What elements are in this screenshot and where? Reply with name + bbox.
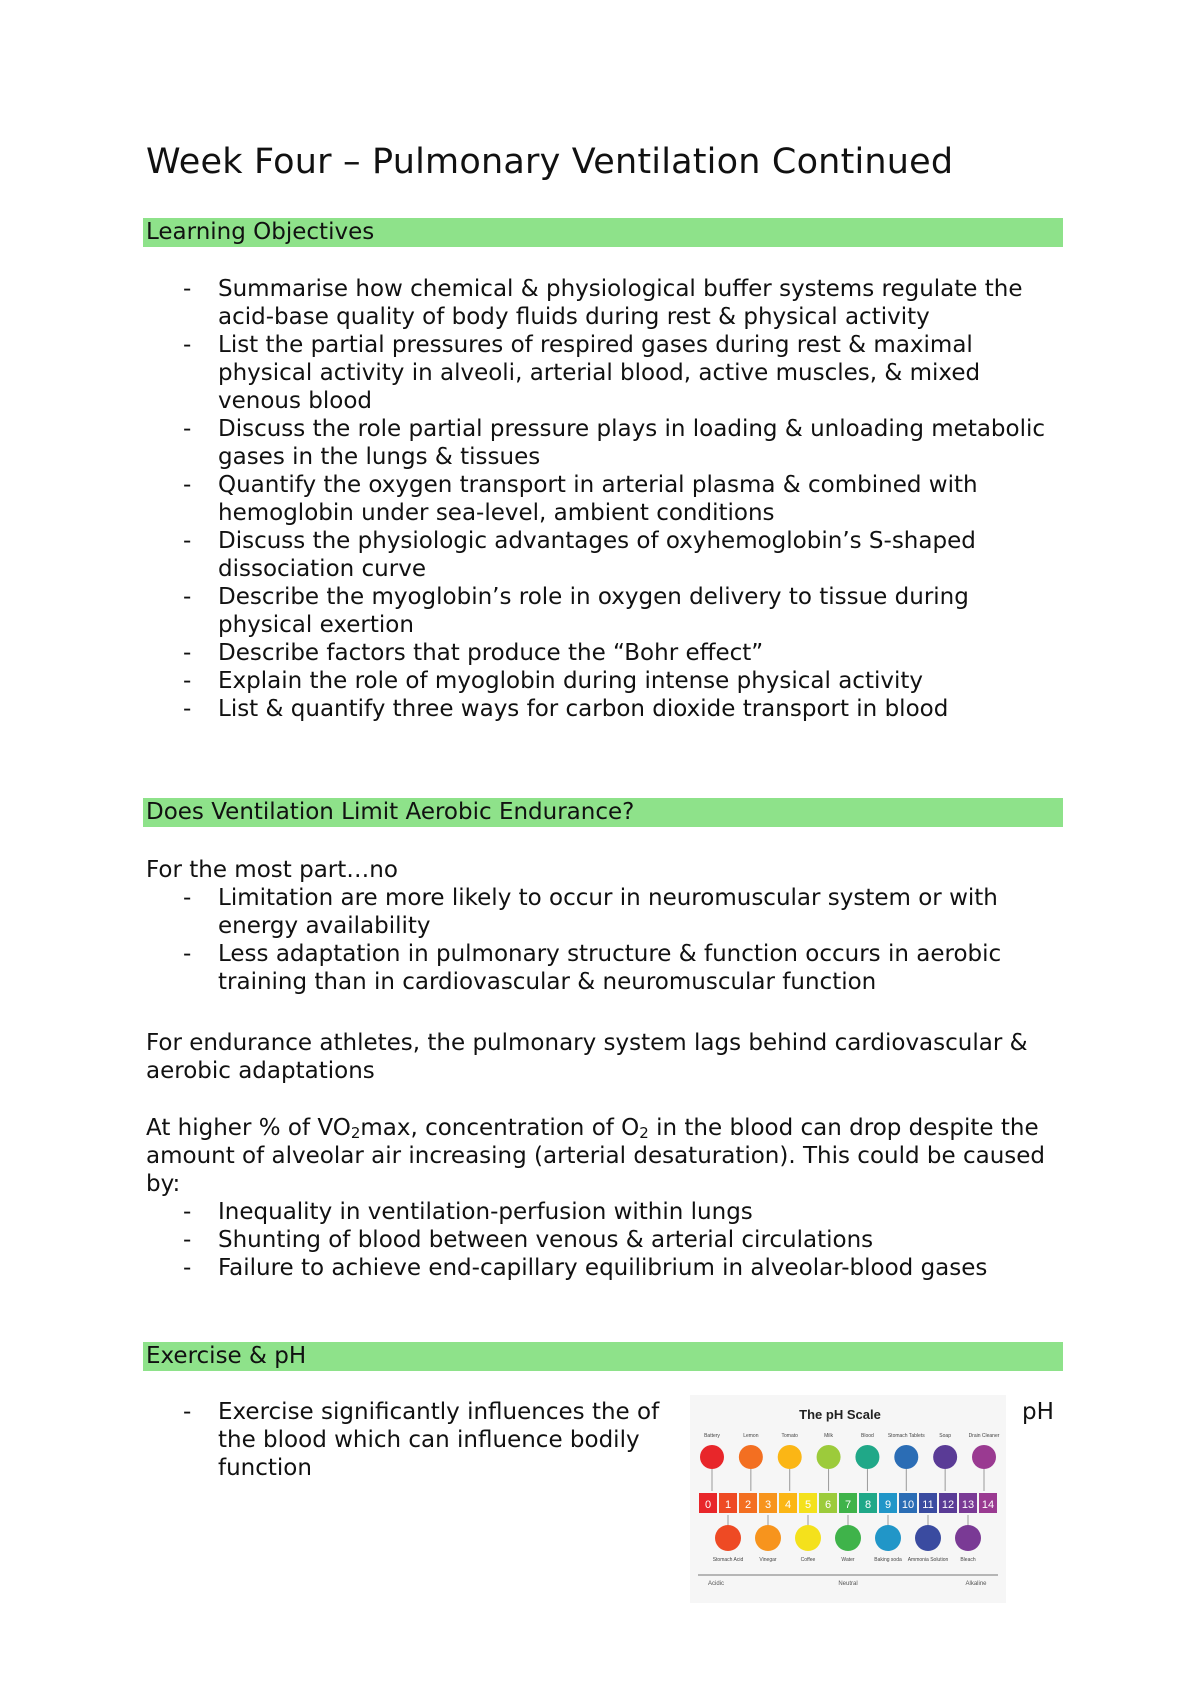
ph-scale-number: 13 bbox=[961, 1499, 975, 1511]
ph-item-icon bbox=[795, 1525, 821, 1551]
ph-bottom-label: Ammonia Solution bbox=[907, 1557, 949, 1563]
objectives-list bbox=[183, 275, 1063, 723]
ph-scale-number: 7 bbox=[844, 1499, 852, 1511]
ph-top-label: Stomach Tablets bbox=[887, 1433, 925, 1439]
list-item: - Describe the myoglobin’s role in oxygen delivery to tissue during physical exertion bbox=[183, 583, 1063, 639]
list-item: - Inequality in ventilation-perfusion within lungs bbox=[183, 1198, 1063, 1226]
section-heading-text: Exercise & pH bbox=[146, 1343, 307, 1369]
ph-top-label: Soap bbox=[939, 1433, 951, 1439]
list-item: - Explain the role of myoglobin during intense physical activity bbox=[183, 667, 1063, 695]
ph-scale-number: 3 bbox=[764, 1499, 772, 1511]
section-heading-text: Does Ventilation Limit Aerobic Endurance? bbox=[146, 799, 635, 825]
ph-figure-title: The pH Scale bbox=[799, 1407, 881, 1422]
exercise-list bbox=[183, 1398, 663, 1482]
section-heading-ventilation bbox=[143, 798, 1063, 827]
ph-scale-figure bbox=[690, 1395, 1006, 1603]
ph-scale-number: 9 bbox=[884, 1499, 892, 1511]
ph-scale-graphic bbox=[690, 1395, 1006, 1603]
list-item: - Failure to achieve end-capillary equilibrium in alveolar-blood gases bbox=[183, 1254, 1063, 1282]
ph-top-label: Battery bbox=[704, 1433, 720, 1439]
ph-scale-number: 11 bbox=[922, 1499, 934, 1511]
ph-scale-number: 0 bbox=[704, 1499, 712, 1511]
ph-top-label: Tomato bbox=[781, 1433, 798, 1439]
text-run: max, concentration of O bbox=[360, 1115, 640, 1141]
list-item: - Less adaptation in pulmonary structure & function occurs in aerobic training than in cardiovascular & neuromuscular function bbox=[183, 940, 1063, 996]
ph-scale-number: 14 bbox=[981, 1499, 995, 1511]
list-item: - Shunting of blood between venous & arterial circulations bbox=[183, 1226, 1063, 1254]
list-item: - Exercise significantly influences the of the blood which can influence bodily function bbox=[183, 1398, 663, 1482]
ph-bottom-label: Vinegar bbox=[759, 1557, 777, 1563]
subscript: 2 bbox=[350, 1124, 361, 1142]
ph-item-icon bbox=[835, 1525, 861, 1551]
ph-bottom-label: Coffee bbox=[800, 1557, 816, 1563]
ph-item-icon bbox=[778, 1445, 802, 1469]
ph-item-icon bbox=[915, 1525, 941, 1551]
ph-top-label: Lemon bbox=[743, 1433, 759, 1439]
text-run: in the blood can drop despite the amount of alveolar air increasing (arterial desaturation). This could be caused by: bbox=[146, 1115, 1045, 1197]
ph-item-icon bbox=[855, 1445, 879, 1469]
list-item: - List the partial pressures of respired gases during rest & maximal physical activity in alveoli, arterial blood, active muscles, & mixed venous blood bbox=[183, 331, 1063, 415]
paragraph bbox=[146, 1114, 1066, 1198]
ph-scale-number: 12 bbox=[941, 1499, 955, 1511]
ph-axis-label: Alkaline bbox=[965, 1581, 987, 1587]
list-item: - Limitation are more likely to occur in neuromuscular system or with energy availability bbox=[183, 884, 1063, 940]
ph-scale-number: 4 bbox=[784, 1499, 792, 1511]
ph-bottom-label: Baking soda bbox=[874, 1557, 902, 1563]
ph-scale-number: 8 bbox=[864, 1499, 872, 1511]
ph-bottom-label: Bleach bbox=[960, 1557, 976, 1563]
trailing-word: pH bbox=[1022, 1399, 1054, 1425]
ph-axis-label: Acidic bbox=[707, 1581, 725, 1587]
text-run: At higher % of VO bbox=[146, 1115, 351, 1141]
list-item: - Discuss the role partial pressure plays in loading & unloading metabolic gases in the lungs & tissues bbox=[183, 415, 1063, 471]
ph-scale-number: 10 bbox=[901, 1499, 915, 1511]
section-heading-objectives bbox=[143, 218, 1063, 247]
causes-list bbox=[183, 1198, 1063, 1282]
ph-bottom-label: Stomach Acid bbox=[712, 1557, 744, 1563]
ph-item-icon bbox=[817, 1445, 841, 1469]
section-heading-exercise bbox=[143, 1342, 1063, 1371]
ph-scale-number: 2 bbox=[744, 1499, 752, 1511]
ph-top-label: Milk bbox=[824, 1433, 834, 1439]
ph-axis-label: Neutral bbox=[838, 1581, 858, 1587]
ph-item-icon bbox=[739, 1445, 763, 1469]
ph-scale-number: 6 bbox=[824, 1499, 832, 1511]
ph-top-label: Drain Cleaner bbox=[968, 1433, 1000, 1439]
ph-item-icon bbox=[715, 1525, 741, 1551]
subscript: 2 bbox=[639, 1124, 649, 1142]
section-heading-text: Learning Objectives bbox=[146, 219, 375, 245]
ph-bottom-label: Water bbox=[841, 1557, 855, 1563]
list-item: - Discuss the physiologic advantages of oxyhemoglobin’s S-shaped dissociation curve bbox=[183, 527, 1063, 583]
ph-item-icon bbox=[972, 1445, 996, 1469]
ph-item-icon bbox=[894, 1445, 918, 1469]
ph-item-icon bbox=[755, 1525, 781, 1551]
ph-top-label: Blood bbox=[861, 1433, 874, 1439]
list-item: - Summarise how chemical & physiological buffer systems regulate the acid-base quality of body fluids during rest & physical activity bbox=[183, 275, 1063, 331]
ph-item-icon bbox=[700, 1445, 724, 1469]
ph-item-icon bbox=[955, 1525, 981, 1551]
ph-scale-number: 1 bbox=[724, 1499, 732, 1511]
ph-scale-number: 5 bbox=[804, 1499, 812, 1511]
paragraph: For the most part…no bbox=[146, 857, 398, 883]
ventilation-list bbox=[183, 884, 1063, 996]
paragraph: For endurance athletes, the pulmonary system lags behind cardiovascular & aerobic adaptations bbox=[146, 1030, 1028, 1084]
list-item: - List & quantify three ways for carbon dioxide transport in blood bbox=[183, 695, 1063, 723]
page-title: Week Four – Pulmonary Ventilation Continued bbox=[146, 142, 954, 182]
ph-item-icon bbox=[933, 1445, 957, 1469]
list-item: - Quantify the oxygen transport in arterial plasma & combined with hemoglobin under sea-level, ambient conditions bbox=[183, 471, 1063, 527]
list-item: - Describe factors that produce the “Bohr effect” bbox=[183, 639, 1063, 667]
ph-item-icon bbox=[875, 1525, 901, 1551]
